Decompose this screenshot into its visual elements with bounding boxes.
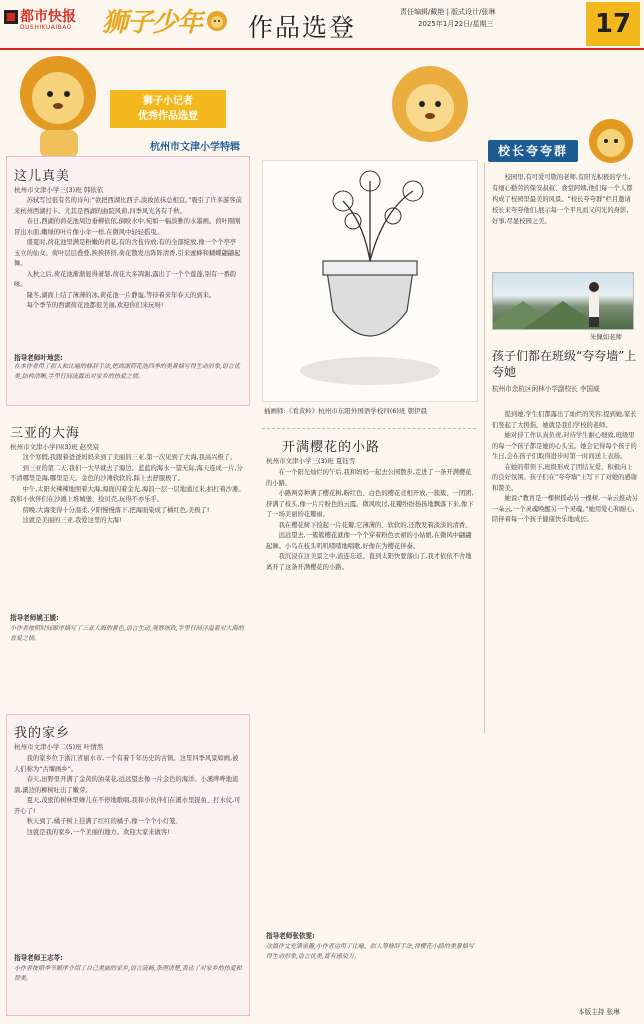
newspaper-brand: 都市快报 — [20, 9, 76, 25]
praise-intro: 校园里,有可爱可敬的老师,有阳光积极的学生,有细心勤劳的保安叔叔、食堂阿姨,他们每一个人都构成了校园里最美的风景。“校长夸夸群”栏目邀请校长来夸夸他们,展示每一个平凡而又闪光的身影,好事,尽显校园之美。 — [492, 174, 633, 225]
article-4-comment: 这篇作文充满童趣,小作者运用了比喻、拟人等修辞手法,将樱花小路的美景描写得生动形象,语言优美,富有感染力。 — [266, 943, 474, 960]
article-2-body — [10, 453, 246, 527]
article-3-paragraph: 秋天到了,橘子树上挂满了红红的橘子,像一个个小灯笼。 — [26, 818, 182, 825]
article-5-title: 孩子们都在班级“夸夸墙”上夸她 — [492, 349, 637, 379]
teacher-photo — [492, 272, 634, 330]
page-number: 17 — [586, 2, 640, 46]
article-4-byline: 杭州市文津小学三(3)班 夏钰雪 — [266, 457, 356, 465]
article-5-paragraph: 她说:“教育是一棵树摇动另一棵树,一朵云推动另一朵云,一个灵魂唤醒另一个灵魂。”她用爱心和耐心,陪伴着每一个孩子健康快乐地成长。 — [492, 495, 638, 523]
school-credit: 杭州市文津小学特辑 — [150, 142, 240, 153]
column-script-title: 狮子少年 — [102, 8, 203, 38]
article-1-byline: 杭州市文津小学三(3)班 韩依依 — [14, 186, 104, 194]
illustration-caption: 插画师:《看黄岭》杭州市东阳外国语学校四(6)班 朝伊晨 — [264, 407, 427, 415]
page-host-credit: 本版主持 张琳 — [578, 1008, 620, 1016]
photo-caption: 朱佩如老师 — [590, 333, 622, 341]
article-3-comment: 小作者按照季节顺序介绍了自己美丽的家乡,语言流畅,条理清楚,表达了对家乡的热爱和赞美。 — [14, 965, 242, 982]
article-4-body — [266, 468, 476, 573]
article-4-comment-label: 指导老师张依雯: — [266, 932, 315, 940]
article-3-paragraph: 夏天,茂密的树林里蝉儿在不停地歌唱,我和小伙伴们在溪水里捉鱼、打水仗,可开心了! — [14, 797, 241, 815]
article-1-paragraph: 隆冬,湖面上结了薄薄的冰,荷花池一片静谧,等待着来年春天的到来。 — [26, 291, 216, 299]
article-1-comment-label: 指导老师叶地芸: — [14, 354, 63, 362]
newspaper-brand-english: DUSHIKUAIBAO — [20, 24, 72, 31]
article-1-paragraph: 盛夏时,荷花池里满是粉嫩的荷花,有的含苞待放,有的全部绽放,像一个个亭亭玉立的仙女。荷叶层层叠叠,挨挨挤挤,荷花散发出阵阵清香,引来蜜蜂和蝴蝶翩翩起舞。 — [14, 239, 241, 267]
article-5-paragraph: 她对待工作认真负责,对待学生耐心细致,班级里的每一个孩子都是她的心头宝。她会记得每个孩子的生日,会在孩子们取得进步时第一时间送上表扬。 — [492, 432, 637, 460]
divider — [6, 414, 250, 415]
article-5-paragraph: 提到她,学生们都露出了灿烂的笑容;提到她,家长们竖起了大拇指。她就是我们学校的老师。 — [492, 411, 637, 429]
column-banner — [110, 90, 226, 128]
article-2-paragraph: 这个寒假,我跟着爸爸妈妈来到了美丽的三亚,第一次见到了大海,我高兴极了。 — [22, 454, 237, 461]
newspaper-logo-icon — [4, 10, 18, 24]
article-1-paragraph: 苏轼写过很有名的诗句:“欲把西湖比西子,淡妆浓抹总相宜。”吸引了许多游客前来杭州西湖打卡。尤其是西湖的曲院风荷,四季风光各有千秋。 — [14, 197, 242, 215]
article-5-byline: 杭州市余杭区闲林小学副校长 李国威 — [492, 385, 600, 393]
article-4-title: 开满樱花的小路 — [282, 440, 381, 455]
banner-line-2: 优秀作品选登 — [138, 111, 198, 122]
lion-head-icon — [206, 10, 228, 32]
article-3-paragraph: 我的家乡位于浙江省丽水市,一个有着千年历史的古镇。这里四季风景如画,被人们称为“古堰画乡”。 — [14, 755, 239, 773]
article-3-byline: 杭州市文津小学二(5)班 叶情然 — [14, 743, 104, 751]
lion-face-icon — [586, 116, 636, 166]
article-2-comment-label: 指导老师姚王媛: — [10, 614, 59, 622]
article-3-paragraph: 这就是我的家乡,一个美丽的地方。欢迎大家来做客! — [26, 828, 170, 836]
article-2-comment: 小作者按照时间顺序描写了三亚大海的景色,语言生动,观察细致,字里行间洋溢着对大海的喜爱之情。 — [10, 625, 244, 642]
article-1-paragraph: 入秋之后,荷花池渐渐显得萧瑟,荷花大多凋谢,露出了一个个莲蓬,别有一番韵味。 — [14, 270, 237, 288]
article-4-paragraph: 在一个阳光灿烂的午后,我和妈妈一起去公园散步,走进了一条开满樱花的小路。 — [266, 469, 472, 487]
article-3-body — [14, 754, 242, 838]
issue-date: 2025年1月22日/星期三 — [418, 20, 494, 28]
banner-line-1: 狮子小记者 — [143, 96, 193, 107]
article-1-title: 这儿真美 — [14, 169, 71, 184]
article-4-paragraph: 我在樱花树下捡起一片花瓣,它薄薄的、软软的,还散发着淡淡的清香。 — [278, 521, 472, 529]
lion-drawing-icon — [380, 60, 480, 156]
article-2-paragraph: 中午,太阳火辣辣地照着大海,海面闪着金光,海浪一层一层地涌过来,拍打着沙滩。我和小伙伴们在沙滩上堆城堡、捡贝壳,玩得不亦乐乎。 — [10, 485, 245, 503]
article-2-paragraph: 这就是美丽的三亚,我爱这里的大海! — [22, 517, 122, 524]
article-3-paragraph: 春天,田野里开满了金黄的油菜花,远远望去像一片金色的海洋。小溪哗哗地流淌,溪边的柳树吐出了嫩芽。 — [14, 776, 239, 794]
praise-column-tab: 校长夸夸群 — [488, 140, 578, 162]
article-2-title: 三亚的大海 — [10, 426, 81, 441]
divider — [262, 428, 476, 429]
article-2-paragraph: 到三亚的第二天,我们一大早就去了海边。蓝蓝的海水一望无际,海天连成一片,分不清哪里是海,哪里是天。金色的沙滩软软的,踩上去舒服极了。 — [10, 464, 243, 482]
article-2-paragraph: 傍晚,大海变得十分温柔,夕阳慢慢落下,把海面染成了橘红色,美极了! — [22, 506, 210, 514]
header-divider — [0, 48, 644, 50]
illustration — [262, 160, 478, 402]
article-5-paragraph: 在她的带领下,班级形成了团结友爱、积极向上的良好氛围。孩子们在“夸夸墙”上写下了对她的感谢和赞美。 — [492, 463, 638, 492]
section-title: 作品选登 — [248, 13, 357, 42]
article-3-comment-label: 指导老师王志苓: — [14, 954, 63, 962]
article-1-body — [14, 196, 242, 312]
article-4-paragraph: 远远望去,一簇簇樱花就像一个个穿着粉色衣裙的小姑娘,在微风中翩翩起舞。小鸟在枝头叽叽喳喳地唱歌,好像在为樱花伴奏。 — [266, 532, 472, 550]
editor-credit: 责任编辑/戴艳 | 版式设计/张琳 — [400, 8, 496, 16]
article-2-byline: 杭州市文津小学四(3)班 赵奕宸 — [10, 443, 100, 451]
lion-mascot-icon — [10, 52, 108, 162]
article-1-comment: 在本作者用了拟人和比喻的修辞手法,把西湖荷花池四季的美景描写得生动形象,语言优美,结构清晰,字里行间流露出对家乡的热爱之情。 — [14, 363, 240, 380]
article-4-paragraph: 我沉浸在这美景之中,流连忘返。直到太阳快要落山了,我才依依不舍地离开了这条开满樱花的小路。 — [266, 553, 472, 571]
article-5-body — [492, 410, 638, 526]
article-1-paragraph: 春日,西湖的荷花池周边垂柳依依,倒映水中,宛如一幅淡雅的水墨画。荷叶刚刚冒出水面,嫩绿的叶片像小伞一样,在微风中轻轻摇曳。 — [14, 218, 241, 236]
article-1-paragraph: 每个季节的西湖荷花池都很美丽,欢迎你们来玩呀! — [26, 302, 164, 309]
article-3-title: 我的家乡 — [14, 726, 71, 741]
article-4-paragraph: 小路两旁种满了樱花树,粉红色、白色的樱花竞相开放,一簇簇、一团团,挤满了枝头,像一片片粉色的云霞。微风吹过,花瓣纷纷扬扬地飘落下来,像下了一场美丽的花瓣雨。 — [266, 490, 474, 518]
